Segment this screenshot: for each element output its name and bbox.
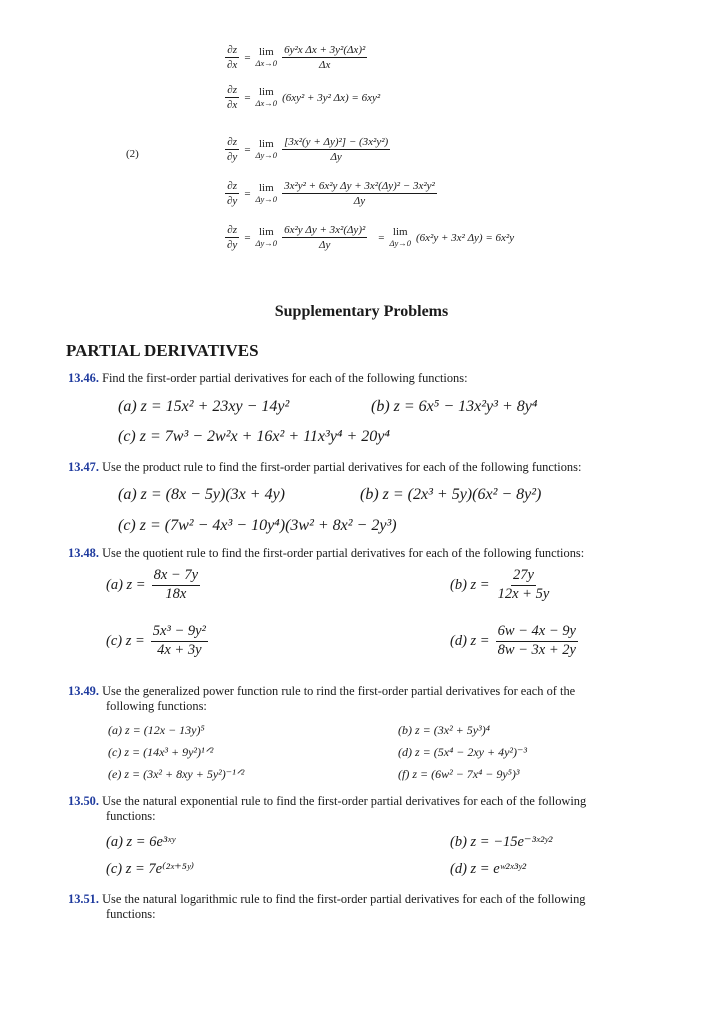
derivation-line-2: $\frac{\partial z}{\partial x}$ = lim Δx→0 (6xy² + 3y² Δx) = 6xy² (227, 84, 381, 112)
problem-13-47-c: (c) z = (7w² − 4x³ − 10y⁴)(3w² + 8x² − 2y³) (118, 517, 397, 534)
problem-13-48-c: (c) z = $\frac{\text{5x³ − 9y²}}{4x + 3y}$ (106, 623, 206, 658)
derivation-line-5: $\frac{\partial z}{\partial y}$ = lim Δy→0 $\frac{\text{6x²y Δy + 3x²(Δy)²}}{\Delta y}$ = lim Δy→0 (6x²y + 3x² Δy) = 6x²y (227, 224, 515, 252)
problem-13-48: 13.48. Use the quotient rule to find the first-order partial derivatives for each of the following functions: (68, 546, 585, 560)
problem-13-48-a: (a) z = $\frac{8x - 7y}{18x}$ (106, 567, 198, 602)
problem-13-46-c: (c) z = 7w³ − 2w²x + 16x² + 11x³y⁴ + 20y⁴ (118, 428, 390, 445)
problem-13-51-cont: functions: (106, 907, 156, 921)
problem-13-50-d: (d) z = eʷ²ˣ³ʸ² (450, 861, 527, 877)
derivation-line-4: $\frac{\partial z}{\partial y}$ = lim Δy→0 $\frac{\text{3x²y² + 6x²y Δy + 3x²(Δy)² − 3x²y²}}{\Delta y}$ (227, 180, 435, 208)
problem-13-49-d: (d) z = (5x⁴ − 2xy + 4y²)⁻³ (398, 745, 527, 759)
problem-13-48-b: (b) z = $\frac{27y}{12x + 5y}$ (450, 567, 550, 602)
problem-13-51: 13.51. Use the natural logarithmic rule to find the first-order partial derivatives for each of the following (68, 892, 586, 906)
fraction: $\frac{\text{6y²x Δx + 3y²(Δx)²}}{\Delta x}$ (284, 44, 366, 72)
page-title: Supplementary Problems (274, 303, 449, 320)
limit: lim Δx→0 (255, 46, 278, 69)
problem-13-49-c: (c) z = (14x³ + 9y²)¹ᐟ² (108, 745, 214, 759)
partial-z-x: $\frac{\partial z}{\partial x}$ (227, 44, 238, 72)
problem-13-49-b: (b) z = (3x² + 5y³)⁴ (398, 723, 490, 737)
problem-13-47: 13.47. Use the product rule to find the first-order partial derivatives for each of the following functions: (68, 460, 582, 474)
problem-13-49: 13.49. Use the generalized power function rule to rind the first-order partial derivatives for each of the (68, 684, 576, 698)
problem-13-50-c: (c) z = 7e⁽²ˣ⁺⁵ʸ⁾ (106, 861, 195, 877)
equation-label: (2) (126, 148, 139, 160)
problem-13-50-a: (a) z = 6e³ˣʸ (106, 834, 176, 850)
problem-13-48-d: (d) z = $\frac{6w - 4x - 9y}{8w - 3x + 2y}$ (450, 623, 576, 658)
problem-13-50: 13.50. Use the natural exponential rule to find the first-order partial derivatives for each of the following (68, 794, 587, 808)
problem-13-47-b: (b) z = (2x³ + 5y)(6x² − 8y²) (360, 486, 542, 503)
problem-13-46-a: (a) z = 15x² + 23xy − 14y² (118, 398, 290, 415)
problem-13-46: 13.46. Find the first-order partial derivatives for each of the following functions: (68, 371, 468, 385)
problem-13-49-cont: following functions: (106, 699, 207, 713)
problem-13-50-cont: functions: (106, 809, 156, 823)
problem-13-49-a: (a) z = (12x − 13y)⁵ (108, 723, 205, 737)
problem-13-49-f: (f) z = (6w² − 7x⁴ − 9y⁵)³ (398, 767, 520, 781)
problem-13-49-e: (e) z = (3x² + 8xy + 5y²)⁻¹ᐟ² (108, 767, 245, 781)
derivation-line-3: $\frac{\partial z}{\partial y}$ = lim Δy→0 $\frac{\text{[3x²(y + Δy)²] − (3x²y²)}}{\Delta y}$ (227, 136, 389, 164)
problem-13-50-b: (b) z = −15e⁻³ˣ²ʸ² (450, 834, 553, 850)
section-heading: PARTIAL DERIVATIVES (66, 341, 259, 360)
problem-13-47-a: (a) z = (8x − 5y)(3x + 4y) (118, 486, 285, 503)
problem-13-46-b: (b) z = 6x⁵ − 13x²y³ + 8y⁴ (371, 398, 538, 415)
derivation-line-1: $\frac{\partial z}{\partial x}$ = lim Δx→0 $\frac{\text{6y²x Δx + 3y²(Δx)²}}{\Delta x}$ (227, 44, 366, 72)
